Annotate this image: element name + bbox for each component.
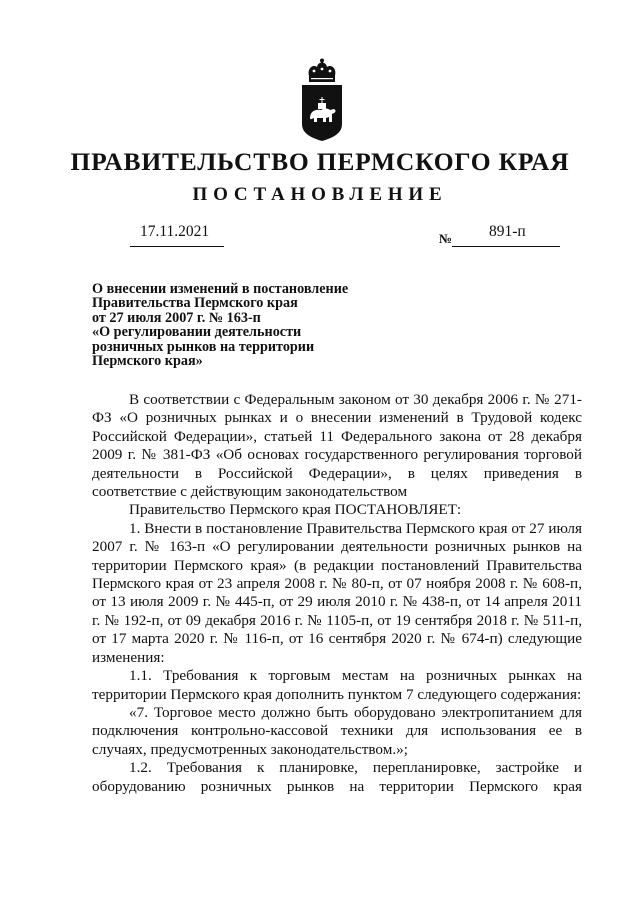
subject-line: от 27 июля 2007 г. № 163-п [92,309,261,326]
subject-line: Пермского края» [92,353,203,370]
number-label: № [439,231,453,246]
document-subject [92,282,392,368]
quote-item-7-paragraph: «7. Торговое место должно быть оборудовано электропитанием для подключения контрольно-кассовой техники для использования ее в случаях, предусмотренных законодательством.»; [92,703,582,758]
subject-line: розничных рынков на территории [92,338,315,355]
document-number: 891-п [489,223,526,240]
item-1-paragraph: 1. Внести в постановление Правительства Пермского края от 27 июля 2007 г. № 163-п «О регулировании деятельности розничных рынков на территории Пермского края» (в редакции постановлений Правительства Пермского края от 23 апреля 2008 г. № 80-п, от 07 ноября 2008 г. № 608-п, от 13 июля 2009 г. № 445-п, от 29 июля 2010 г. № 438-п, от 14 апреля 2011 г. № 192-п, от 09 декабря 2016 г. № 1105-п, от 19 сентября 2018 г. № 511-п, от 17 марта 2020 г. № 116-п, от 16 сентября 2020 г. № 674-п) следующие изменения: [92,519,582,666]
decree-paragraph: Правительство Пермского края ПОСТАНОВЛЯЕТ: [129,501,462,519]
document-date: 17.11.2021 [140,223,210,240]
document-type: ПОСТАНОВЛЕНИЕ [192,184,448,205]
government-title: ПРАВИТЕЛЬСТВО ПЕРМСКОГО КРАЯ [70,147,570,176]
preamble-paragraph: В соответствии с Федеральным законом от 30 декабря 2006 г. № 271-ФЗ «О розничных рынках и о внесении изменений в Трудовой кодекс Российской Федерации», статьей 11 Федерального закона от 28 декабря 2009 г. № 381-ФЗ «Об основах государственного регулирования торговой деятельности в Российской Федерации», в целях приведения в соответствие с действующим законодательством [92,391,582,501]
date-underline [130,246,224,247]
subject-line: О внесении изменений в постановление [92,281,349,297]
subject-line: «О регулировании деятельности [92,324,302,341]
document-body [92,391,582,796]
item-1-1-paragraph: 1.1. Требования к торговым местам на розничных рынках на территории Пермского края дополнить пунктом 7 следующего содержания: [92,667,582,703]
number-underline [452,246,560,247]
item-1-2-paragraph: 1.2. Требования к планировке, перепланировке, застройке и оборудованию розничных рынков на территории Пермского края [92,759,582,795]
coat-of-arms-icon [297,58,347,142]
subject-line: Правительства Пермского края [92,295,298,312]
